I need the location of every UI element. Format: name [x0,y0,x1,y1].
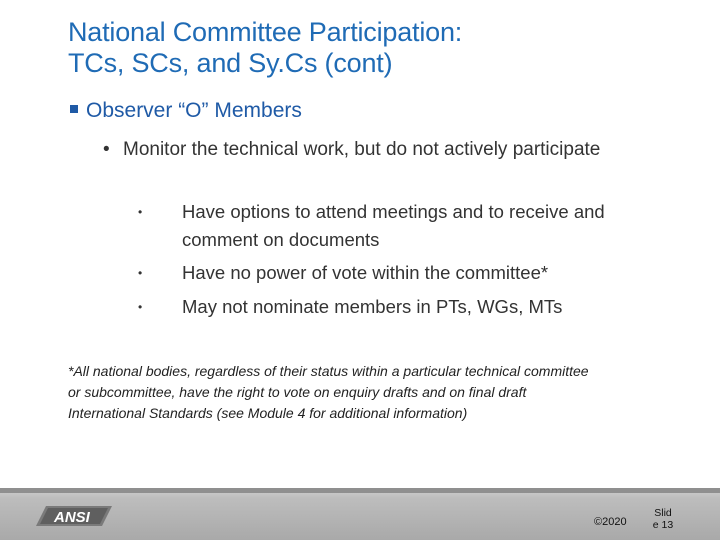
bullet-monitor [103,136,603,164]
sub-bullet-3 [138,293,658,321]
bullet-dot-icon: • [103,139,110,160]
sub-bullet-dot-icon: • [138,266,143,280]
logo-text: ANSI [54,509,90,526]
copyright: ©2020 [594,516,627,528]
slide-title [68,17,688,79]
bullet-text: Monitor the technical work, but do not actively participate [123,139,601,160]
heading-text: Observer “O” Members [86,99,302,122]
sub-bullet-dot-icon: • [138,300,143,314]
slide-title-line-2: TCs, SCs, and Sy.Cs (cont) [68,48,393,78]
footnote-line-2: or subcommittee, have the right to vote on enquiry drafts and on final draft [68,384,527,400]
sub-bullet-dot-icon: • [138,205,143,219]
sub-bullet-text: Have options to attend meetings and to receive and comment on documents [182,201,605,250]
square-bullet-icon [70,105,78,113]
heading-observer-members [70,98,690,124]
footnote-line-3: International Standards (see Module 4 for additional information) [68,405,468,421]
slide-number [640,507,686,531]
sub-bullet-2 [138,259,658,287]
slide-title-line-1: National Committee Participation: [68,17,463,47]
footnote-line-1: *All national bodies, regardless of their status within a particular technical committee [68,363,589,379]
sub-bullet-text: May not nominate members in PTs, WGs, MTs [182,296,563,317]
sub-bullet-text: Have no power of vote within the committee* [182,262,549,283]
ansi-logo-icon [32,500,122,532]
sub-bullet-1 [138,198,658,254]
footer-divider [0,488,720,493]
slide-number-line-1: Slid [654,507,672,519]
slide-number-line-2: e 13 [652,519,674,531]
footnote [68,361,668,424]
